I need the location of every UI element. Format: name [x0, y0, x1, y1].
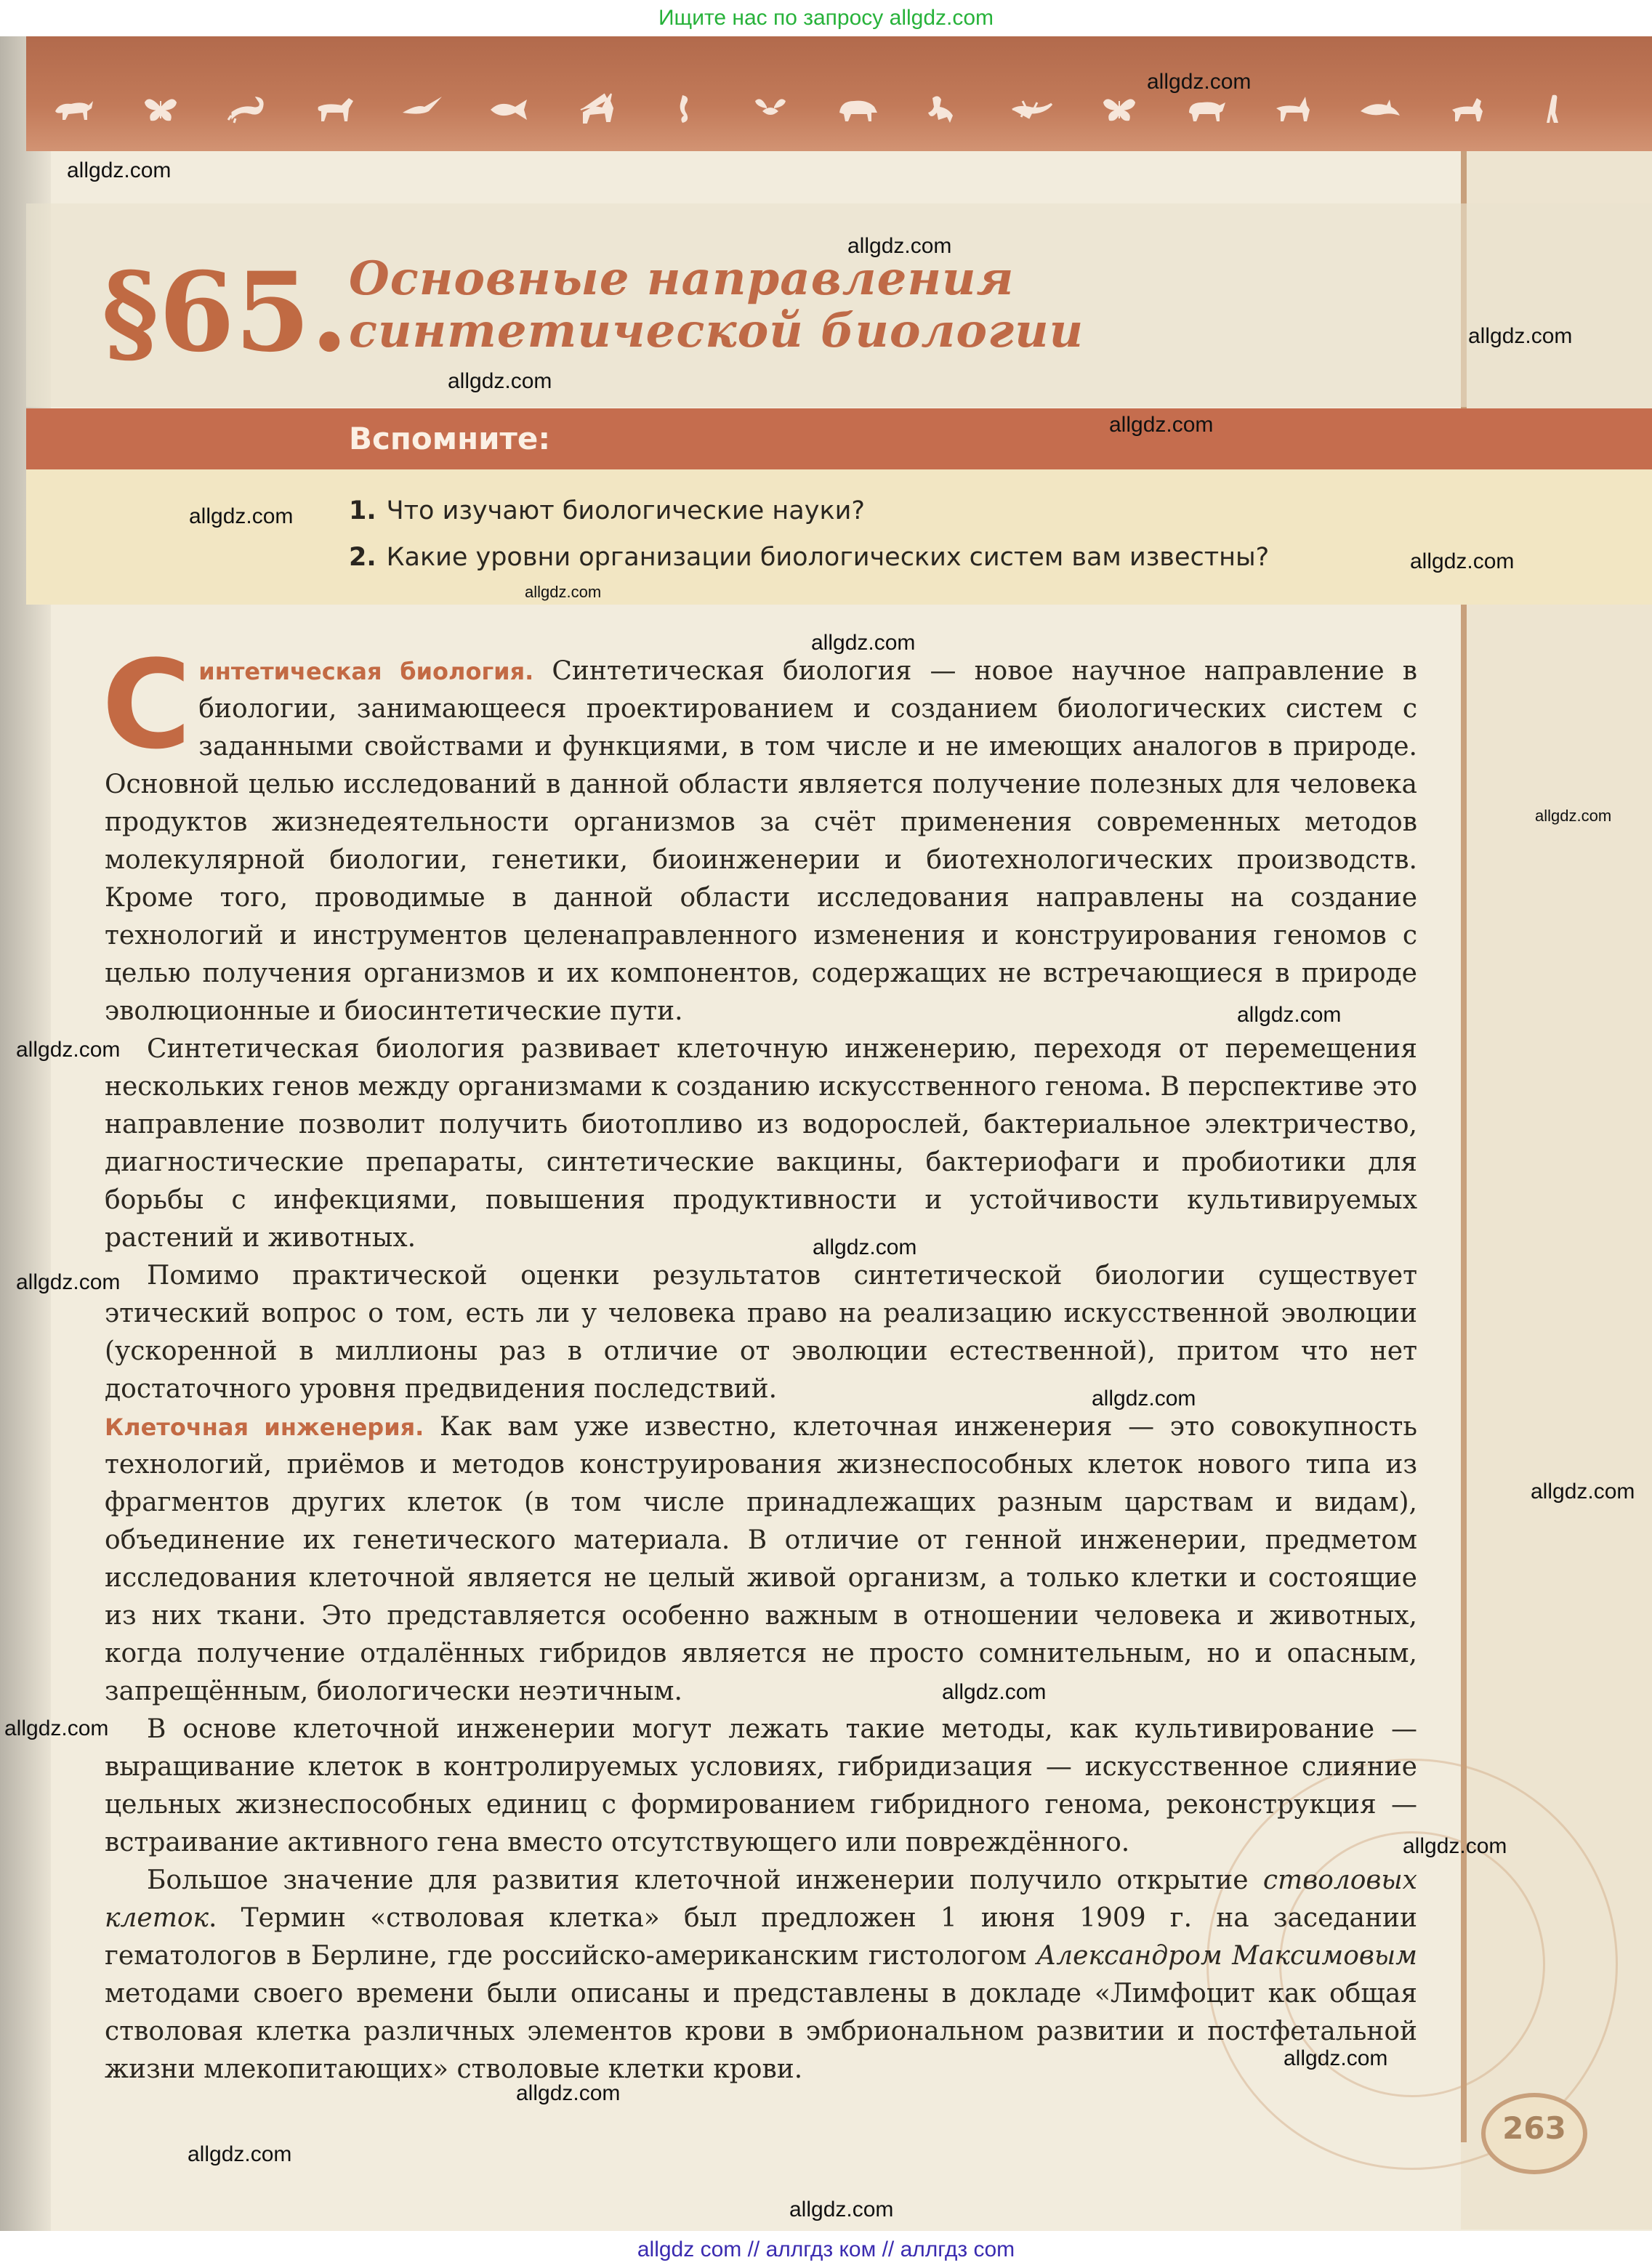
paragraph: Помимо практической оценки результатов синтетической биологии существует этический вопрос о том, есть ли у человека право на реализацию искусственной эволюции (ускоренной в миллионы раз в отличие от эволюции естественной), притом что нет достаточного уровня предвидения последствий. [105, 1261, 1417, 1404]
bottom-banner[interactable]: allgdz com // аллгдз ком // аллгдз com [0, 2231, 1652, 2268]
paragraph-text: Большое значение для развития клеточной инженерии получило открытие [147, 1865, 1263, 1895]
watermark: allgdz.com [847, 234, 952, 258]
watermark: allgdz.com [1284, 2046, 1388, 2070]
watermark: allgdz.com [1092, 1387, 1196, 1411]
watermark: allgdz.com [1109, 413, 1214, 437]
watermark: allgdz.com [16, 1270, 121, 1294]
question-number: 2. [349, 543, 376, 572]
watermark: allgdz.com [789, 2198, 894, 2221]
top-banner[interactable]: Ищите нас по запросу allgdz.com [0, 0, 1652, 36]
fish-icon [486, 91, 531, 127]
watermark: allgdz.com [4, 1716, 109, 1740]
bull-icon [1183, 91, 1228, 127]
drop-cap: С [102, 634, 192, 776]
bee-icon [748, 91, 793, 127]
section-number: §65. [102, 249, 349, 376]
antelope-icon [1270, 91, 1315, 127]
recall-header-bar [26, 408, 1652, 469]
watermark: allgdz.com [448, 369, 552, 393]
mammal-icon [51, 91, 96, 127]
horse-icon [313, 91, 358, 127]
paragraph-text: Как вам уже известно, клеточная инженерия — это совокупность технологий, приёмов и методов конструирования жизнеспособных клеток нового типа из фрагментов других клеток (в том числе принадлежащих разным царствам и видам), объединение их генетического материала. В отличие от генной инженерии, предметом исследования клеточной является не целый живой организм, а только клетки и состоящие из них ткани. Это представляется особенно важным в отношении человека и животных, когда получение отдалённых гибридов является не просто сомнительным, но и опасным, запрещённым, биологически неэтичным. [105, 1412, 1417, 1706]
paragraph: Синтетическая биология развивает клеточную инженерию, переходя от перемещения нескольких генов между организмами к созданию искусственного генома. В перспективе это направление позволит получить биотопливо из водорослей, бактериальное электричество, диагностические препараты, синтетические вакцины, бактериофаги и пробиотики для борьбы с инфекциями, повышения продуктивности и устойчивости культивируемых растений и животных. [105, 1034, 1417, 1253]
meerkat-icon [1532, 91, 1577, 127]
butterfly-icon-2 [1097, 91, 1142, 127]
goat-icon [1445, 91, 1490, 127]
question-text: Что изучают биологические науки? [386, 496, 865, 525]
watermark: allgdz.com [1403, 1834, 1507, 1858]
paragraph-text: Синтетическая биология — новое научное направление в биологии, занимающееся проектированием и созданием биологических систем с заданными свойствами и функциями, в том числе и не имеющих аналогов в природе. Основной целью исследований в данной области является получение полезных для человека продуктов жизнедеятельности организмов за счёт применения современных методов молекулярной биологии, генетики, биоинженерии и биотехнологических производств. Кроме того, проводимые в данной области исследования направлены на создание технологий и инструментов целенаправленного изменения и конструирования геномов с целью получения организмов и их компонентов, содержащих не встречающиеся в природе эволюционные и биосинтетические пути. [105, 656, 1417, 1026]
emphasis-name: Александром Максимовым [1036, 1941, 1417, 1971]
watermark: allgdz.com [1410, 549, 1515, 573]
bird-icon [400, 91, 445, 127]
watermark: allgdz.com [525, 583, 602, 601]
bison-icon [835, 91, 880, 127]
dolphin-icon [1358, 91, 1403, 127]
animal-silhouette-row [51, 87, 1577, 131]
scorpion-icon [225, 91, 270, 127]
watermark: allgdz.com [16, 1038, 121, 1062]
paragraph-text: методами своего времени были описаны и представлены в докладе «Лимфоцит как общая стволовая клетка различных элементов крови в эмбриональном развитии и постфетальной жизни млекопитающих» стволовые клетки крови. [105, 1979, 1417, 2084]
runin-heading-synthetic-biology: интетическая биология. [198, 658, 534, 685]
watermark: allgdz.com [1237, 1003, 1342, 1027]
watermark: allgdz.com [1147, 70, 1252, 94]
page-number: 263 [1502, 2110, 1566, 2146]
paragraph-stem-cells [105, 1862, 1417, 2089]
watermark: allgdz.com [813, 1235, 917, 1259]
recall-question [349, 539, 1269, 576]
recall-question [349, 493, 865, 529]
watermark: allgdz.com [67, 158, 172, 182]
recall-heading: Вспомните: [349, 421, 551, 456]
watermark: allgdz.com [189, 504, 294, 528]
watermark: allgdz.com [942, 1680, 1047, 1704]
runin-heading-cell-engineering: Клеточная инженерия. [105, 1413, 424, 1441]
watermark: allgdz.com [188, 2142, 292, 2166]
paragraph: В основе клеточной инженерии могут лежать такие методы, как культивирование — выращивание клеток в контролируемых условиях, гибридизация — искусственное слияние цельных жизнеспособных единиц с формированием гибридного генома, реконструкция — встраивание активного гена вместо отсутствующего или повреждённого. [105, 1714, 1417, 1857]
question-text: Какие уровни организации биологических систем вам известны? [386, 543, 1270, 572]
seahorse-icon [661, 91, 706, 127]
watermark: allgdz.com [1535, 807, 1612, 825]
deer-icon [573, 91, 619, 127]
paragraph-cell-engineering [105, 1408, 1417, 1711]
watermark: allgdz.com [516, 2081, 621, 2105]
question-number: 1. [349, 496, 376, 525]
emphasis-term: стволовых клеток [105, 1865, 1417, 1933]
watermark: allgdz.com [1531, 1480, 1635, 1504]
butterfly-icon [138, 91, 183, 127]
lemur-icon [922, 91, 967, 127]
paragraph-text: . Термин «стволовая клетка» был предложен 1 июня 1909 г. на заседании гематологов в Берлине, где российско-американским гистологом [105, 1903, 1417, 1971]
lizard-icon [1010, 91, 1055, 127]
recall-questions-box [26, 469, 1652, 605]
watermark: allgdz.com [1468, 324, 1573, 348]
watermark: allgdz.com [811, 631, 916, 655]
section-title: Основные направления синтетической биологии [349, 251, 1084, 358]
